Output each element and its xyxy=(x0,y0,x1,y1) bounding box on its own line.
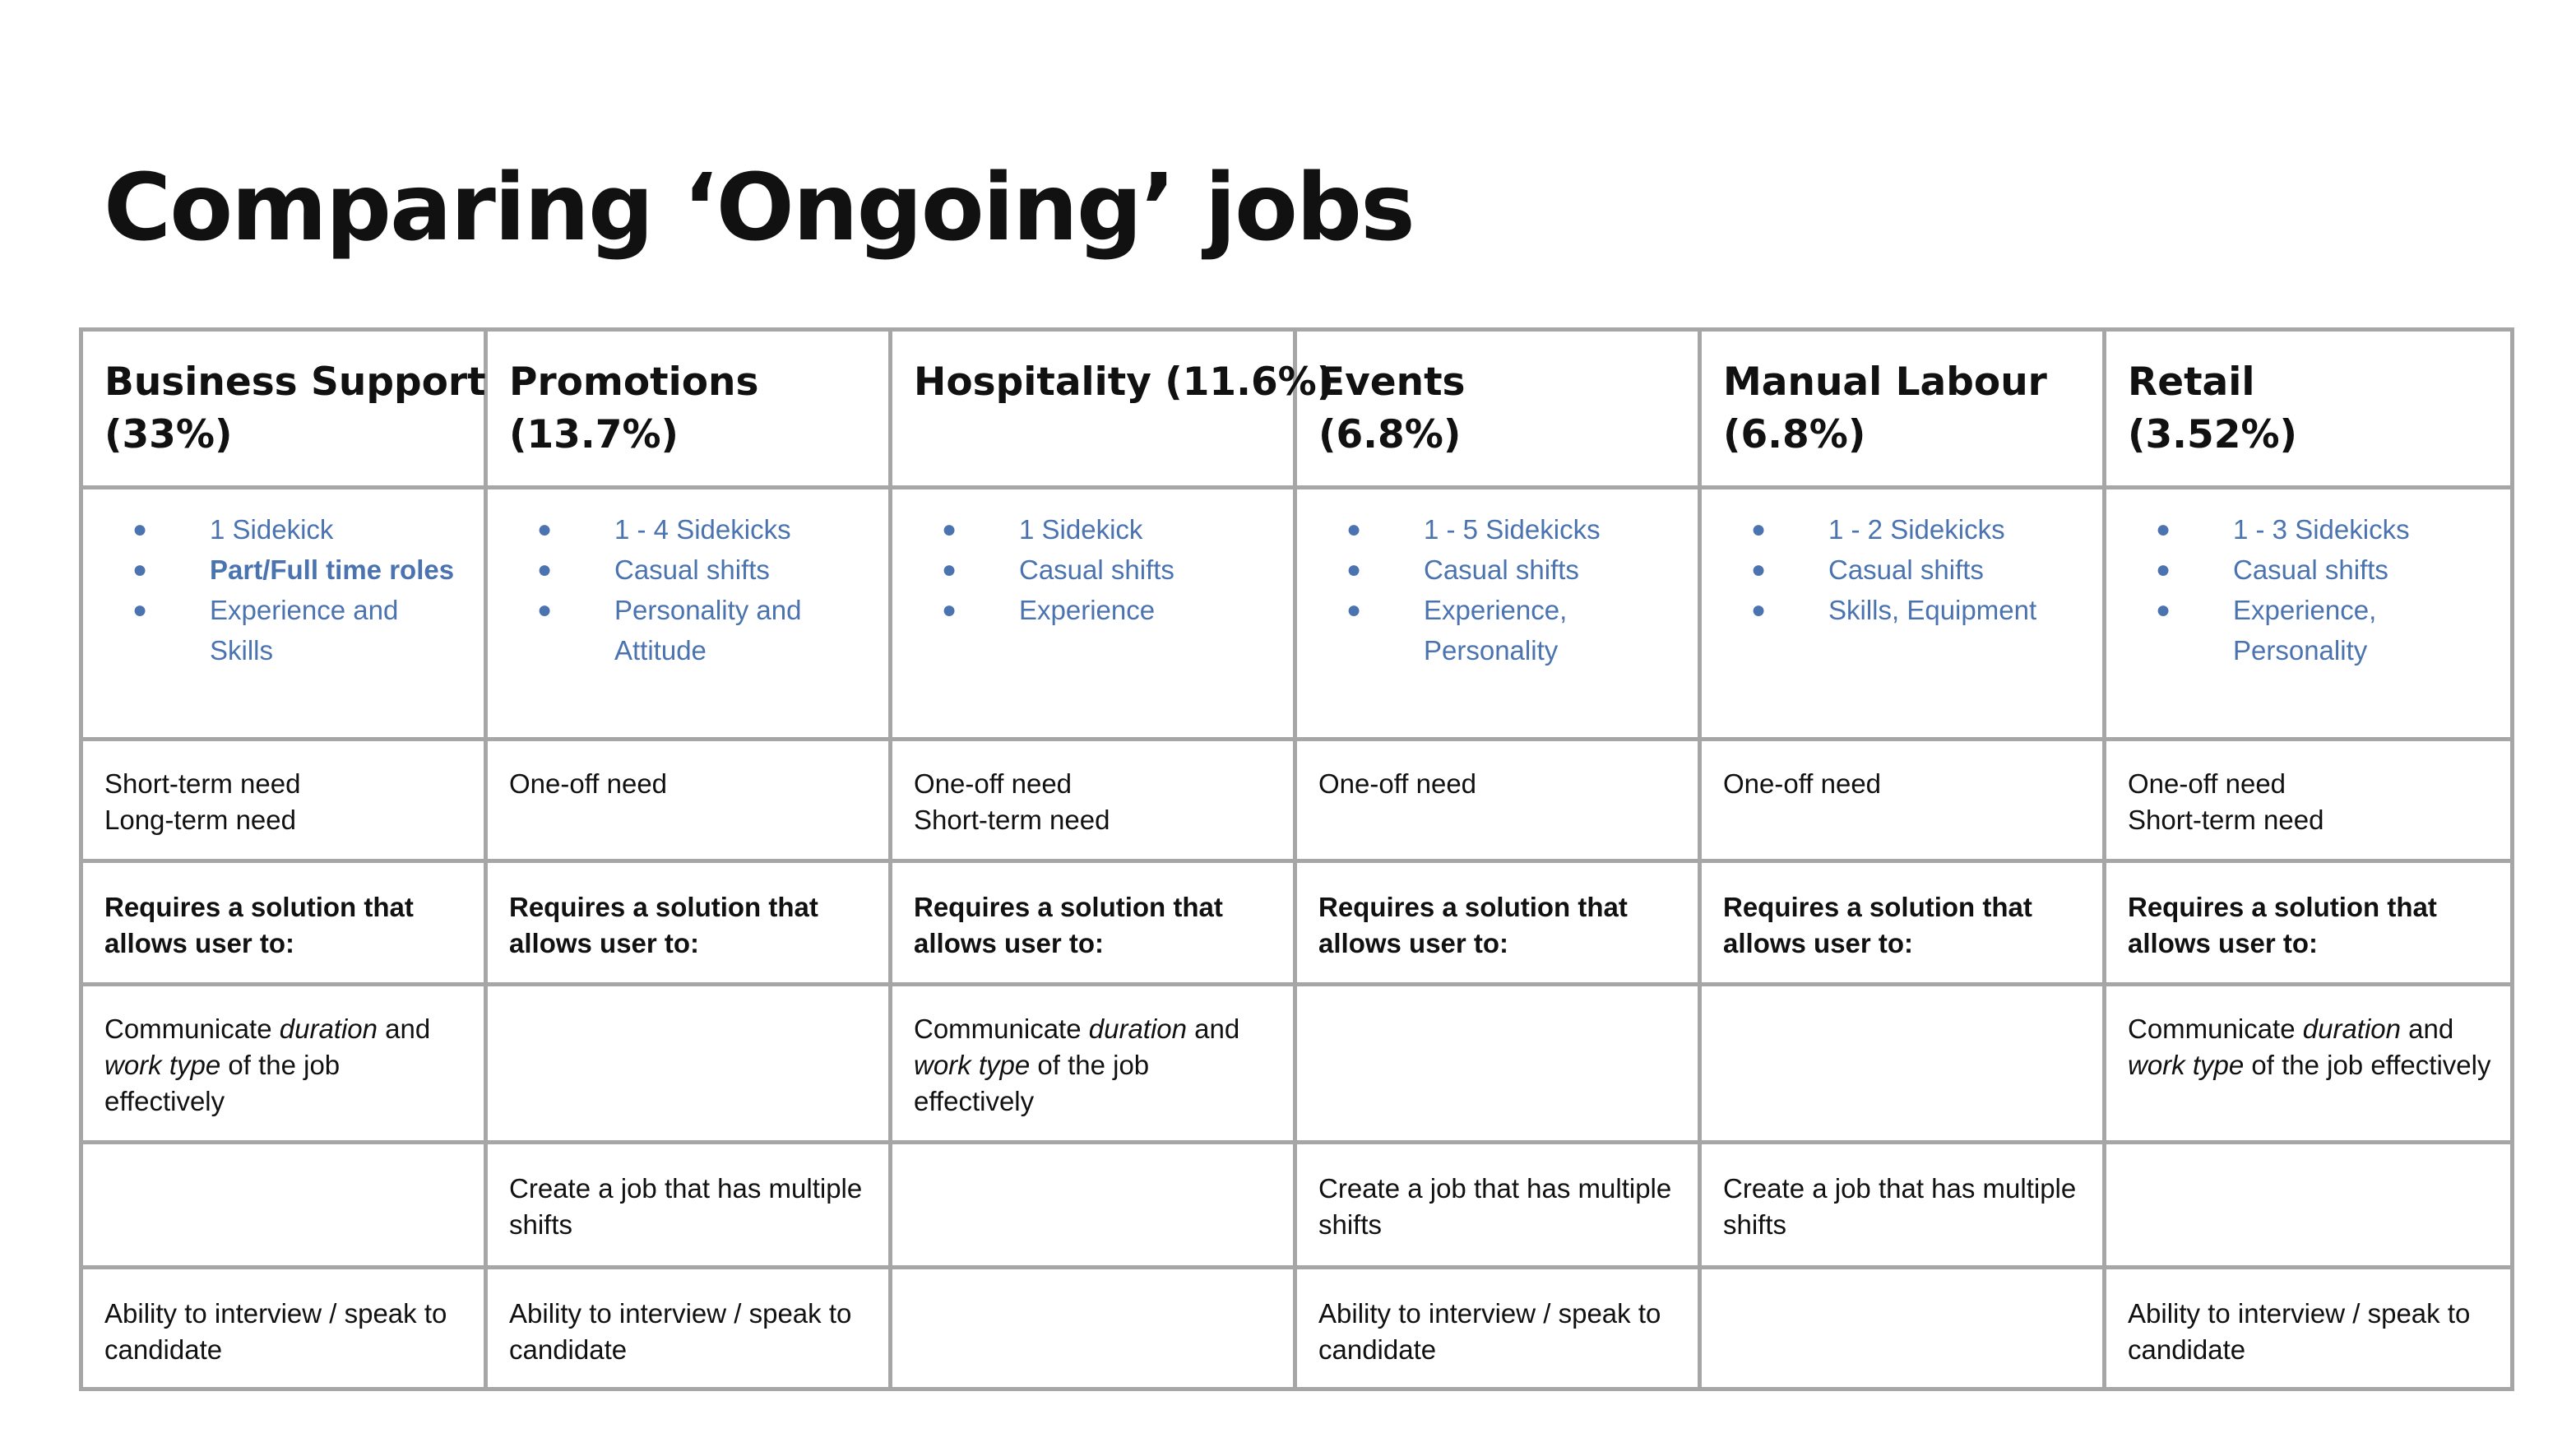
need-cell xyxy=(81,740,486,861)
interview-text: Ability to interview / speak to candidate xyxy=(509,1298,852,1365)
column-header-cell xyxy=(2105,330,2513,488)
need-cell xyxy=(1700,740,2105,861)
summary-list xyxy=(2128,509,2494,670)
communicate-text xyxy=(914,1011,1276,1120)
requires-text: Requires a solution that allows user to: xyxy=(2128,892,2437,958)
category-name: Hospitality (11.6%) xyxy=(914,360,1335,405)
multiple-shifts-cell xyxy=(891,1143,1295,1268)
multiple-shifts-row xyxy=(81,1143,2513,1268)
need-cell xyxy=(891,740,1295,861)
summary-cell xyxy=(1295,488,1700,740)
communicate-duration: duration xyxy=(2302,1014,2402,1044)
requires-text: Requires a solution that allows user to: xyxy=(914,892,1223,958)
communicate-cell xyxy=(2105,985,2513,1143)
bullet-icon: ● xyxy=(132,596,148,624)
bullet-text: Casual shifts xyxy=(2233,554,2388,585)
bullet-icon: ● xyxy=(1751,556,1767,583)
interview-text: Ability to interview / speak to candidate xyxy=(104,1298,447,1365)
communicate-part: and xyxy=(1187,1014,1240,1044)
bullet-text: Experience xyxy=(1019,595,1156,625)
communicate-part: Communicate xyxy=(914,1014,1089,1044)
bullet-icon: ● xyxy=(537,596,553,624)
list-item xyxy=(1723,590,2086,630)
bullet-icon: ● xyxy=(132,516,148,543)
communicate-text xyxy=(104,1011,467,1120)
need-line: One-off need xyxy=(1723,768,1882,799)
bullet-text: Experience, Personality xyxy=(1424,595,1568,666)
communicate-text xyxy=(2128,1011,2494,1083)
column-title xyxy=(509,356,872,462)
column-title xyxy=(2128,356,2494,462)
communicate-cell xyxy=(891,985,1295,1143)
header-row xyxy=(81,330,2513,488)
list-item xyxy=(914,509,1276,550)
comparison-table xyxy=(79,327,2514,1391)
bullet-icon: ● xyxy=(1751,596,1767,624)
need-line: One-off need xyxy=(914,768,1073,799)
category-name: Promotions xyxy=(509,360,759,405)
column-header-cell xyxy=(1295,330,1700,488)
summary-list xyxy=(1318,509,1681,670)
communicate-part: and xyxy=(2401,1014,2454,1044)
category-name: Retail xyxy=(2128,360,2255,405)
bullet-icon: ● xyxy=(942,516,957,543)
communicate-cell xyxy=(1295,985,1700,1143)
list-item xyxy=(1318,590,1681,670)
summary-cell xyxy=(81,488,486,740)
interview-cell xyxy=(1700,1268,2105,1389)
summary-list xyxy=(104,509,467,670)
slide-title: Comparing ‘Ongoing’ jobs xyxy=(104,155,1414,262)
category-name: Manual Labour xyxy=(1723,360,2047,405)
need-line: Long-term need xyxy=(104,805,296,835)
bullet-icon: ● xyxy=(1751,516,1767,543)
bullet-text: 1 Sidekick xyxy=(1019,514,1143,545)
need-cell xyxy=(486,740,891,861)
list-item xyxy=(104,590,467,670)
requires-text: Requires a solution that allows user to: xyxy=(104,892,414,958)
summary-list xyxy=(1723,509,2086,630)
need-line: One-off need xyxy=(2128,768,2286,799)
bullet-text: Personality and Attitude xyxy=(614,595,802,666)
need-cell xyxy=(1295,740,1700,861)
category-percent: (6.8%) xyxy=(1723,412,1866,457)
interview-text: Ability to interview / speak to candidate xyxy=(1318,1298,1661,1365)
communicate-row xyxy=(81,985,2513,1143)
list-item xyxy=(1723,550,2086,590)
bullet-text: Casual shifts xyxy=(1424,554,1579,585)
list-item xyxy=(1318,509,1681,550)
need-line: Short-term need xyxy=(914,805,1110,835)
multiple-shifts-text: Create a job that has multiple shifts xyxy=(1318,1173,1672,1240)
list-item xyxy=(509,509,872,550)
communicate-duration: duration xyxy=(1088,1014,1188,1044)
bullet-text: 1 - 5 Sidekicks xyxy=(1424,514,1601,545)
interview-cell xyxy=(891,1268,1295,1389)
interview-row xyxy=(81,1268,2513,1389)
category-percent: (33%) xyxy=(104,412,233,457)
need-line: Short-term need xyxy=(104,768,301,799)
bullet-text: 1 - 3 Sidekicks xyxy=(2233,514,2410,545)
multiple-shifts-cell xyxy=(1700,1143,2105,1268)
list-item xyxy=(104,550,467,590)
column-title xyxy=(104,356,486,462)
bullet-text: Skills, Equipment xyxy=(1828,595,2037,625)
bullet-icon: ● xyxy=(537,516,553,543)
communicate-cell xyxy=(81,985,486,1143)
interview-text: Ability to interview / speak to candidate xyxy=(2128,1298,2471,1365)
bullet-icon: ● xyxy=(942,556,957,583)
bullet-text: Experience, Personality xyxy=(2233,595,2377,666)
need-cell xyxy=(2105,740,2513,861)
need-text xyxy=(2128,766,2494,838)
requires-cell xyxy=(1295,861,1700,985)
category-name: Business Support xyxy=(104,360,486,405)
list-item xyxy=(2128,550,2494,590)
requires-cell xyxy=(1700,861,2105,985)
column-title xyxy=(1723,356,2086,462)
summary-row xyxy=(81,488,2513,740)
bullet-icon: ● xyxy=(2156,596,2171,624)
interview-cell xyxy=(81,1268,486,1389)
bullet-icon: ● xyxy=(132,556,148,583)
communicate-part: Communicate xyxy=(104,1014,280,1044)
bullet-text: Casual shifts xyxy=(1828,554,1984,585)
column-header-cell xyxy=(81,330,486,488)
list-item xyxy=(1318,550,1681,590)
communicate-part: of the job effectively xyxy=(104,1050,341,1116)
interview-cell xyxy=(1295,1268,1700,1389)
need-line: Short-term need xyxy=(2128,805,2324,835)
bullet-text: 1 - 2 Sidekicks xyxy=(1828,514,2005,545)
bullet-text: Part/Full time roles xyxy=(210,554,455,585)
bullet-text: Experience and Skills xyxy=(210,595,399,666)
communicate-work-type: work type xyxy=(104,1050,221,1080)
multiple-shifts-cell xyxy=(81,1143,486,1268)
multiple-shifts-cell xyxy=(1295,1143,1700,1268)
summary-cell xyxy=(1700,488,2105,740)
category-percent: (6.8%) xyxy=(1318,412,1462,457)
category-name: Events xyxy=(1318,360,1466,405)
summary-list xyxy=(509,509,872,670)
summary-cell xyxy=(2105,488,2513,740)
requires-text: Requires a solution that allows user to: xyxy=(1318,892,1628,958)
column-header-cell xyxy=(1700,330,2105,488)
communicate-part: Communicate xyxy=(2128,1014,2303,1044)
list-item xyxy=(104,509,467,550)
bullet-icon: ● xyxy=(942,596,957,624)
need-text xyxy=(914,766,1276,838)
bullet-icon: ● xyxy=(2156,556,2171,583)
list-item xyxy=(914,590,1276,630)
summary-list xyxy=(914,509,1276,630)
bullet-icon: ● xyxy=(1346,596,1362,624)
requirements-row xyxy=(81,861,2513,985)
communicate-part: and xyxy=(378,1014,431,1044)
requires-cell xyxy=(81,861,486,985)
bullet-text: Casual shifts xyxy=(614,554,770,585)
bullet-icon: ● xyxy=(2156,516,2171,543)
communicate-part: of the job effectively xyxy=(2244,1050,2491,1080)
column-title xyxy=(1318,356,1681,462)
bullet-text: Casual shifts xyxy=(1019,554,1174,585)
communicate-cell xyxy=(486,985,891,1143)
communicate-work-type: work type xyxy=(914,1050,1031,1080)
category-percent: (3.52%) xyxy=(2128,412,2298,457)
requires-text: Requires a solution that allows user to: xyxy=(1723,892,2032,958)
need-line: One-off need xyxy=(1318,768,1477,799)
communicate-duration: duration xyxy=(279,1014,378,1044)
bullet-text: 1 Sidekick xyxy=(210,514,334,545)
category-percent: (13.7%) xyxy=(509,412,679,457)
interview-cell xyxy=(486,1268,891,1389)
summary-cell xyxy=(891,488,1295,740)
list-item xyxy=(914,550,1276,590)
bullet-text: 1 - 4 Sidekicks xyxy=(614,514,791,545)
requires-cell xyxy=(891,861,1295,985)
need-text xyxy=(104,766,467,838)
column-header-cell xyxy=(891,330,1335,488)
list-item xyxy=(2128,590,2494,670)
communicate-work-type: work type xyxy=(2128,1050,2245,1080)
need-line: One-off need xyxy=(509,768,668,799)
bullet-icon: ● xyxy=(537,556,553,583)
multiple-shifts-text: Create a job that has multiple shifts xyxy=(509,1173,863,1240)
need-text xyxy=(1723,766,2086,802)
bullet-icon: ● xyxy=(1346,556,1362,583)
communicate-part: of the job effectively xyxy=(914,1050,1150,1116)
communicate-cell xyxy=(1700,985,2105,1143)
need-text xyxy=(509,766,872,802)
bullet-icon: ● xyxy=(1346,516,1362,543)
list-item xyxy=(2128,509,2494,550)
list-item xyxy=(509,550,872,590)
multiple-shifts-cell xyxy=(2105,1143,2513,1268)
column-header-cell xyxy=(486,330,891,488)
need-row xyxy=(81,740,2513,861)
column-title xyxy=(914,356,1335,409)
requires-cell xyxy=(2105,861,2513,985)
need-text xyxy=(1318,766,1681,802)
list-item xyxy=(509,590,872,670)
list-item xyxy=(1723,509,2086,550)
requires-text: Requires a solution that allows user to: xyxy=(509,892,818,958)
requires-cell xyxy=(486,861,891,985)
summary-cell xyxy=(486,488,891,740)
multiple-shifts-cell xyxy=(486,1143,891,1268)
interview-cell xyxy=(2105,1268,2513,1389)
multiple-shifts-text: Create a job that has multiple shifts xyxy=(1723,1173,2077,1240)
